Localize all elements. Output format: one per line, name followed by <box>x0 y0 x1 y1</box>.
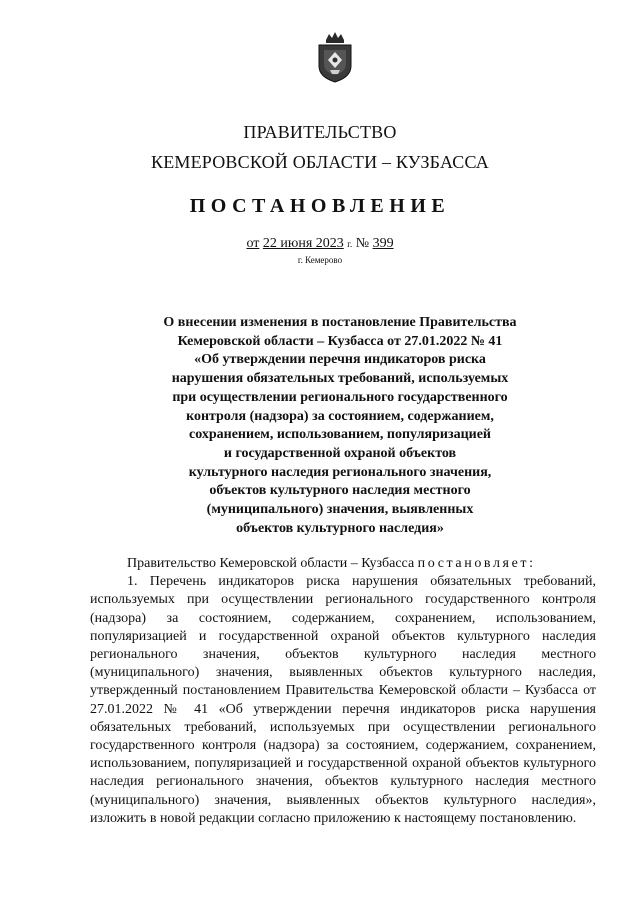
date-prefix: от <box>246 236 260 251</box>
document-body <box>90 555 596 828</box>
government-name-line1: ПРАВИТЕЛЬСТВО <box>243 122 397 142</box>
number-sign: № <box>355 236 370 251</box>
title-line: нарушения обязательных требований, используемых <box>171 371 509 387</box>
preamble-paragraph <box>90 555 596 573</box>
title-line: (муниципального) значения, выявленных <box>206 502 474 518</box>
title-line: при осуществлении регионального государственного <box>172 389 508 405</box>
preamble-text: Правительство Кемеровской области – Кузбасса <box>127 556 415 571</box>
document-date: 22 июня 2023 <box>262 236 344 251</box>
paragraph-1: 1. Перечень индикаторов риска нарушения обязательных требований, используемых при осуществлении регионального государственного контроля (надзора) за состоянием, содержанием, сохранением, использованием, популяризацией и государственной охраной объектов культурного наследия регионального значения, объектов культурного наследия местного (муниципального) значения, выявленных объектов культурного наследия, утвержденный постановлением Правительства Кемеровской области – Кузбасса от 27.01.2022 № 41 «Об утверждении перечня индикаторов риска нарушения обязательных требований, используемых при осуществлении регионального государственного контроля (надзора) за состоянием, содержанием, сохранением, использованием, популяризацией и государственной охраной объектов культурного наследия регионального значения, объектов культурного наследия местного (муниципального) значения, выявленных объектов культурного наследия», изложить в новой редакции согласно приложению к настоящему постановлению. <box>90 574 596 826</box>
title-line: контроля (надзора) за состоянием, содержанием, <box>186 408 494 424</box>
document-date-number <box>0 236 640 252</box>
issue-city: г. Кемерово <box>297 255 343 265</box>
title-line: сохранением, использованием, популяризацией <box>189 427 491 443</box>
year-suffix: г. <box>347 239 353 249</box>
title-line: «Об утверждении перечня индикаторов риска <box>194 352 486 368</box>
coat-of-arms-icon <box>316 30 354 84</box>
title-line: О внесении изменения в постановление Правительства <box>163 315 517 330</box>
title-line: объектов культурного наследия местного <box>209 483 471 499</box>
title-line: объектов культурного наследия» <box>236 520 444 536</box>
document-number: 399 <box>372 236 394 251</box>
document-type-heading: ПОСТАНОВЛЕНИЕ <box>189 195 451 217</box>
government-name-line2: КЕМЕРОВСКОЙ ОБЛАСТИ – КУЗБАССА <box>151 152 489 172</box>
document-title <box>140 314 540 538</box>
decree-verb: постановляет: <box>417 556 536 571</box>
title-line: Кемеровской области – Кузбасса от 27.01.2022 № 41 <box>177 333 503 349</box>
title-line: и государственной охраной объектов <box>223 445 457 461</box>
title-line: культурного наследия регионального значения, <box>188 464 492 480</box>
